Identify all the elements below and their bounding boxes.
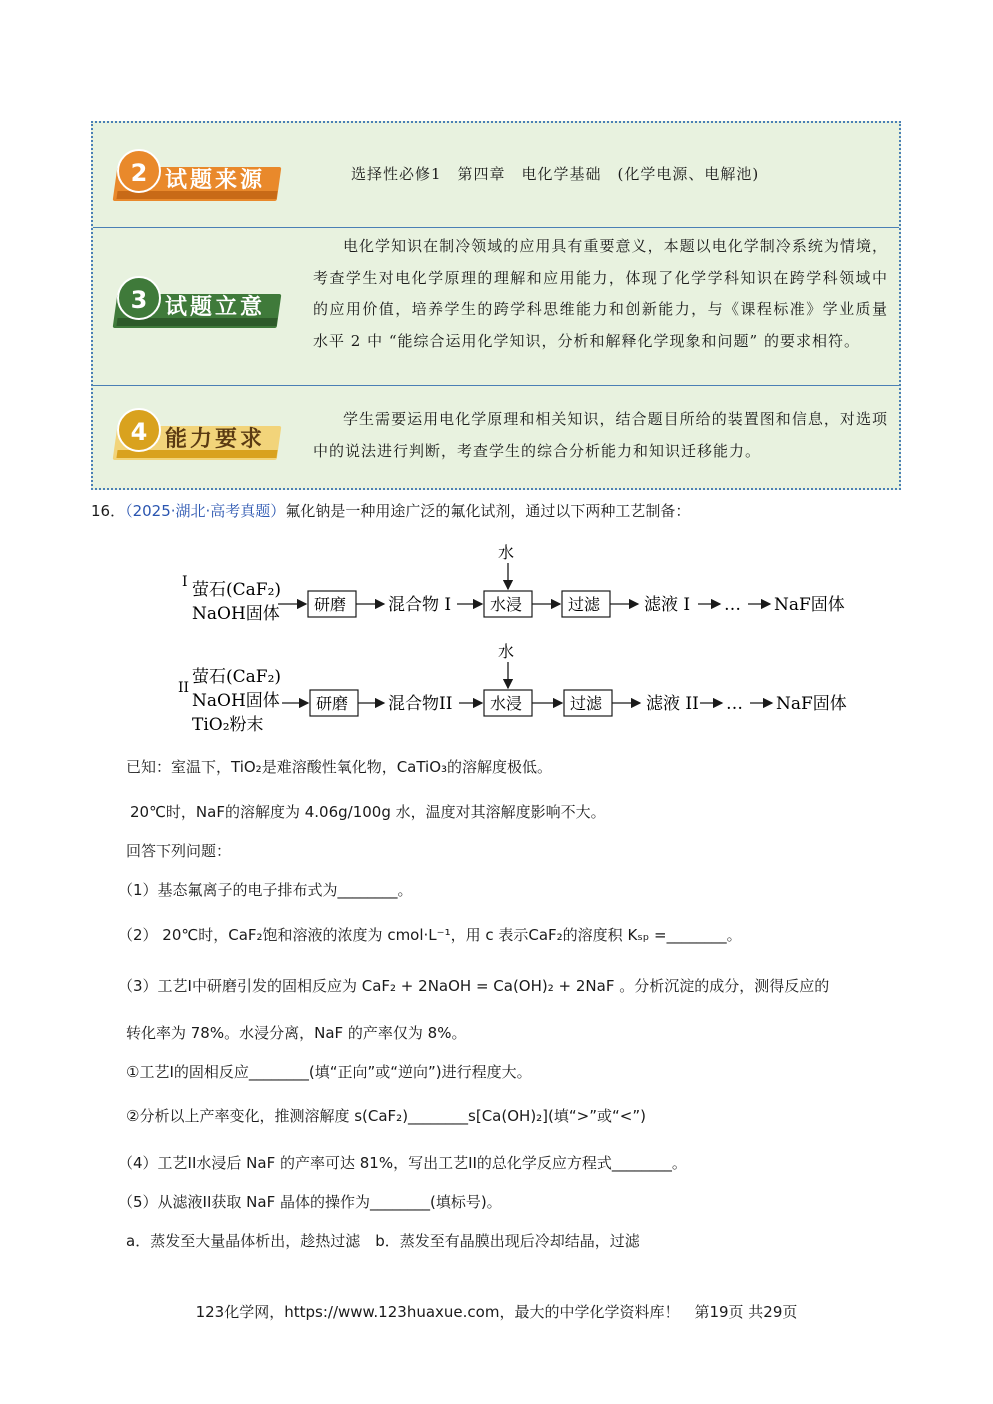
prompt: 回答下列问题： bbox=[126, 842, 232, 860]
route1-input-2: NaOH固体 bbox=[192, 604, 280, 624]
badge-title: 试题立意 bbox=[165, 294, 266, 320]
subquestion-5: （5）从滤液II获取 NaF 晶体的操作为________(填标号)。 bbox=[118, 1193, 502, 1211]
route2-step-grind: 研磨 bbox=[316, 694, 349, 713]
badge-number: 4 bbox=[117, 408, 161, 452]
route2-step-filter: 过滤 bbox=[570, 694, 603, 713]
subquestion-2: （2） 20℃时，CaF₂饱和溶液的浓度为 cmol·L⁻¹，用 c 表示CaF₂的溶度积 Kₛₚ =________。 bbox=[118, 926, 742, 944]
badge-number: 3 bbox=[117, 276, 161, 320]
route2-ellipsis: … bbox=[726, 694, 743, 714]
info-row-intent bbox=[93, 228, 899, 385]
ability-text: 学生需要运用电化学原理和相关知识，结合题目所给的装置图和信息，对选项中的说法进行判断，考查学生的综合分析能力和知识迁移能力。 bbox=[313, 410, 888, 460]
info-row-source bbox=[93, 123, 899, 227]
route1-step-grind: 研磨 bbox=[314, 595, 347, 614]
route2-step-leach: 水浸 bbox=[490, 694, 523, 713]
route2-filtrate: 滤液 II bbox=[646, 694, 699, 714]
question-number: 16． bbox=[91, 502, 126, 520]
info-row-ability bbox=[93, 386, 899, 488]
route1-product: NaF固体 bbox=[774, 595, 845, 615]
badge-title: 能力要求 bbox=[165, 426, 266, 452]
route1-ellipsis: … bbox=[724, 595, 741, 615]
route2-input-3: TiO₂粉末 bbox=[192, 715, 264, 735]
route2-mixture: 混合物II bbox=[388, 694, 453, 714]
badge-source bbox=[115, 151, 285, 203]
question-header bbox=[91, 500, 690, 521]
badge-number: 2 bbox=[117, 149, 161, 193]
subquestion-5-options: a．蒸发至大量晶体析出，趁热过滤 b．蒸发至有晶膜出现后冷却结晶，过滤 bbox=[126, 1232, 640, 1250]
subquestion-3-line-2: 转化率为 78%。水浸分离，NaF 的产率仅为 8%。 bbox=[126, 1024, 467, 1042]
question-stem: 氟化钠是一种用途广泛的氟化试剂，通过以下两种工艺制备： bbox=[285, 502, 691, 520]
subquestion-3-part-2: ②分析以上产率变化，推测溶解度 s(CaF₂)________s[Ca(OH)₂](填“>”或“<”) bbox=[126, 1107, 646, 1125]
route2-product: NaF固体 bbox=[776, 694, 847, 714]
intent-text: 电化学知识在制冷领域的应用具有重要意义，本题以电化学制冷系统为情境，考查学生对电化学原理的理解和应用能力，体现了化学学科知识在跨学科领域中的应用价值，培养学生的跨学科思维能力和创新能力，与《课程标准》学业质量水平 2 中 “能综合运用化学知识，分析和解释化学现象和问题” 的要求相符。 bbox=[313, 237, 888, 350]
subquestion-3-part-1: ①工艺I的固相反应________(填“正向”或“逆向”)进行程度大。 bbox=[126, 1063, 532, 1081]
route1-label: I bbox=[182, 574, 188, 590]
info-box bbox=[91, 121, 901, 490]
known-1: 已知：室温下，TiO₂是难溶酸性氧化物，CaTiO₃的溶解度极低。 bbox=[126, 758, 553, 776]
subquestion-4: （4）工艺II水浸后 NaF 的产率可达 81%，写出工艺II的总化学反应方程式________。 bbox=[118, 1154, 687, 1172]
route1-water: 水 bbox=[498, 543, 515, 562]
route1-step-filter: 过滤 bbox=[568, 595, 601, 614]
badge-intent bbox=[115, 278, 285, 330]
route1-mixture: 混合物 I bbox=[388, 595, 452, 615]
route1-input-1: 萤石(CaF₂) bbox=[192, 580, 282, 600]
subquestion-3-line-1: （3）工艺I中研磨引发的固相反应为 CaF₂ + 2NaOH = Ca(OH)₂ + 2NaF 。分析沉淀的成分，测得反应的 bbox=[118, 977, 830, 995]
subquestion-1: （1）基态氟离子的电子排布式为________。 bbox=[118, 881, 413, 899]
source-text: 选择性必修1 第四章 电化学基础 (化学电源、电解池) bbox=[351, 165, 760, 183]
badge-title: 试题来源 bbox=[165, 167, 266, 193]
known-2: 20℃时，NaF的溶解度为 4.06g/100g 水，温度对其溶解度影响不大。 bbox=[130, 803, 606, 821]
route1-step-leach: 水浸 bbox=[490, 595, 523, 614]
badge-ability bbox=[115, 410, 285, 462]
route1-filtrate: 滤液 I bbox=[644, 595, 691, 615]
question-source: （2025·湖北·高考真题） bbox=[125, 502, 286, 520]
route2-water: 水 bbox=[498, 642, 515, 661]
route2-label: II bbox=[178, 680, 190, 696]
page-footer: 123化学网，https://www.123huaxue.com，最大的中学化学资料库！ 第19页 共29页 bbox=[195, 1303, 798, 1321]
process-flow-diagram bbox=[170, 538, 870, 738]
route2-input-2: NaOH固体 bbox=[192, 691, 280, 711]
route2-input-1: 萤石(CaF₂) bbox=[192, 667, 282, 687]
